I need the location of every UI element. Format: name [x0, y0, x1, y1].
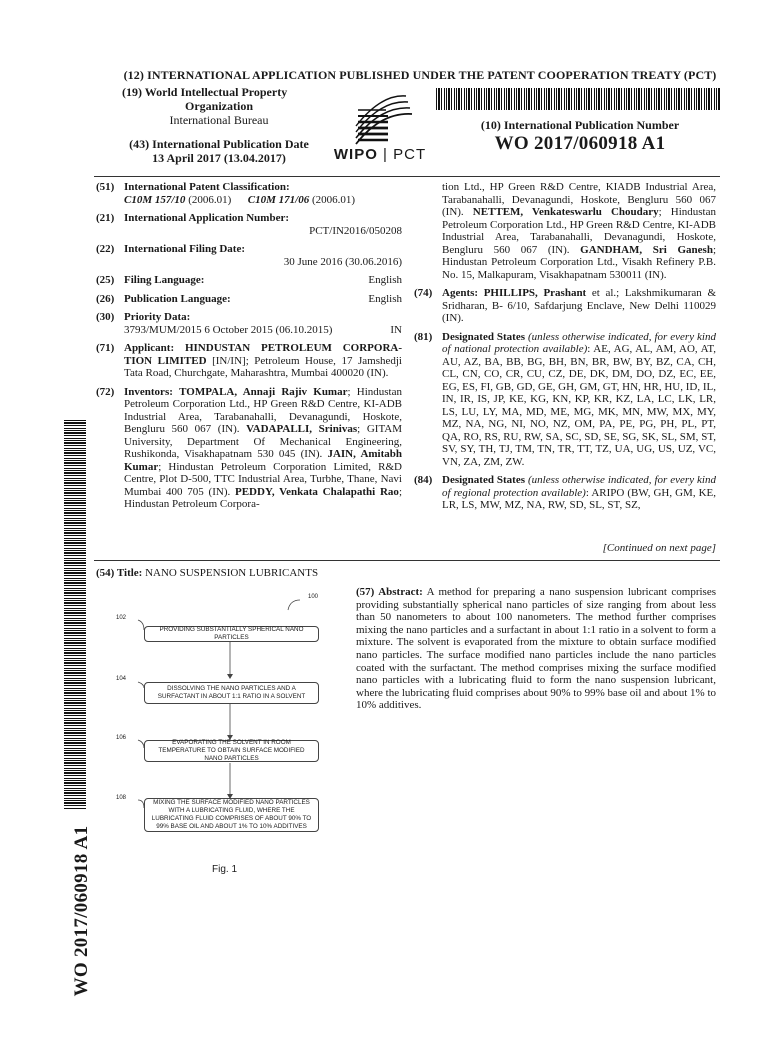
vertical-publication-number: WO 2017/060918 A1 — [71, 825, 92, 997]
field-26: (26) Publication Language: English — [96, 292, 402, 305]
ref-108: 108 — [116, 795, 127, 801]
flow-step-1: PROVIDING SUBSTANTIALLY SPHERICAL NANO PARTICLES — [144, 626, 319, 642]
inventors-continued: tion Ltd., HP Green R&D Centre, KIADB Industrial Area, Tarabanahalli, Devanagundi, Hoskote, Bengluru 560 067 (IN). NETTEM, Venkateswarlu Choudary; Hindustan Petroleum Corporation Ltd., HP Green R&D Centre, KI-ADB Industrial Area, Tarabanahalli, Devanagundi, Hoskote, Bengluru 560 067 (IN). GANDHAM, Sri Ganesh; Hindustan Petroleum Corporation Ltd., Visakh Refinery P.B. No. 15, Malkapuram, Visakhapatnam 530011 (IN). — [442, 181, 717, 281]
field-25: (25) Filing Language: English — [96, 274, 402, 286]
org-line3: International Bureau — [169, 113, 269, 127]
flow-step-4: MIXING THE SURFACE MODIFIED NANO PARTICLES WITH A LUBRICATING FLUID, WHERE THE LUBRICATING FLUID COMPRISES OF ABOUT 90% TO 99% BASE OIL AND ABOUT 1% TO 10% ADDITIVES — [144, 798, 319, 832]
pubdate-value: 13 April 2017 (13.04.2017) — [152, 151, 286, 165]
invention-title: (54) Title: NANO SUSPENSION LUBRICANTS — [96, 567, 319, 579]
flow-step-2: DISSOLVING THE NANO PARTICLES AND A SURFACTANT IN ABOUT 1:1 RATIO IN A SOLVENT — [144, 682, 319, 704]
header-divider — [94, 176, 720, 177]
vertical-barcode-icon — [64, 420, 86, 810]
wipo-organization — [104, 85, 334, 127]
pubdate-label: (43) International Publication Date — [129, 137, 309, 151]
section-divider — [94, 560, 720, 561]
ref-104: 104 — [116, 676, 127, 682]
ref-100: 100 — [308, 594, 319, 600]
field-22: (22) International Filing Date: 30 June 2016 (30.06.2016) — [96, 243, 402, 268]
field-81: (81) Designated States (unless otherwise indicated, for every kind of national protection available): AE, AG, AL, AM, AO, AT, AU, AZ, BA, BB, BG, BH, BN, BR, BW, BY, BZ, CA, CH, CL, CN, CO, CR, CU, CZ, DE, DK, DM, DO, DZ, EC, EE, EG, ES, FI, GB, GD, GE, GH, GM, GT, HN, HR, HU, ID, IL, IN, IR, IS, JP, KE, KG, KN, KP, KR, KZ, LA, LC, LK, LR, LS, LU, LY, MA, MD, ME, MG, MK, MN, MW, MX, MY, MZ, NA, NG, NI, NO, NZ, OM, PA, PE, PG, PH, PL, PT, QA, RO, RS, RU, RW, SA, SC, SD, SE, SG, SK, SL, SM, ST, SV, SY, TH, TJ, TM, TN, TR, TT, TZ, UA, UG, US, UZ, VC, VN, ZA, ZM, ZW. — [414, 330, 716, 468]
publication-date — [104, 137, 334, 165]
ref-106: 106 — [116, 735, 127, 741]
abstract-label: (57) Abstract: — [356, 586, 423, 598]
treaty-heading: (12) INTERNATIONAL APPLICATION PUBLISHED UNDER THE PATENT COOPERATION TREATY (PCT) — [123, 68, 717, 82]
abstract-text: A method for preparing a nano suspension lubricant comprises providing substantially spherical nano particles of size ranging from about less than 50 nanometers to about 100 nanometers. The method further comprises mixing the nano particles and a surfactant in about 1:1 ratio in a solvent to form a mixture. The solvent is evaporated from the mixture to obtain surface modified nano particles. The surface modified nano particles include the nano particles coated with the surfactant. The method comprises mixing the surface modified nano particles with a lubricating fluid to form the nano suspension lubricant, where the lubricating fluid comprises about 90% to 99% base oil and about 1% to 10% additives. — [356, 586, 716, 712]
figure-caption: Fig. 1 — [212, 864, 238, 875]
barcode-icon — [436, 88, 720, 110]
field-21: (21) International Application Number: PCT/IN2016/050208 — [96, 212, 402, 237]
flowchart-figure — [110, 590, 340, 890]
flow-step-3: EVAPORATING THE SOLVENT IN ROOM TEMPERATURE TO OBTAIN SURFACE MODIFIED NANO PARTICLES — [144, 740, 319, 762]
field-72: (72) Inventors: TOMPALA, Annaji Rajiv Kumar; Hindustan Petroleum Corporation Ltd., HP Green R&D Centre, KI-ADB Industrial Area, Tarabanahalli, Devanagundi, Hoskote, Bengluru 560 067 (IN). VADAPALLI, Srinivas; GITAM University, Department Of Mechanical Engineering, Rushikonda, Visakhapatnam 530 045 (IN). JAIN, Amitabh Kumar; Hindustan Petroleum Corporation Limited, R&D Centre, Plot D-500, TTC Industrial Area, Turbhe, Thane, Navi Mumbai 400 705 (IN). PEDDY, Venkata Chalapathi Rao; Hindustan Petroleum Corpora- — [96, 385, 403, 510]
right-bibliographic-column — [414, 181, 716, 518]
publication-number: WO 2017/060918 A1 — [494, 133, 666, 154]
org-line2: Organization — [185, 99, 253, 113]
abstract — [356, 586, 716, 712]
pubnum-label: (10) International Publication Number — [480, 118, 680, 132]
ref-102: 102 — [116, 615, 127, 621]
left-bibliographic-column — [96, 181, 402, 517]
field-30: (30) Priority Data: 3793/MUM/2015 6 October 2015 (06.10.2015) IN — [96, 311, 402, 336]
org-line1: (19) World Intellectual Property — [122, 85, 288, 99]
wipo-pct-wordmark: WIPO | PCT — [333, 146, 427, 163]
field-71: (71) Applicant: HINDUSTAN PETROLEUM CORPORA-TION LIMITED [IN/IN]; Petroleum House, 17 Jamshedji Tata Road, Churchgate, Maharashtra, Mumbai 400020 (IN). — [96, 342, 403, 379]
field-84: (84) Designated States (unless otherwise indicated, for every kind of regional protection available): ARIPO (BW, GH, GM, KE, LR, LS, MW, MZ, NA, RW, SD, SL, ST, SZ, — [414, 474, 717, 511]
field-74: (74) Agents: PHILLIPS, Prashant et al.; Lakshmikumaran & Sridharan, B- 6/10, Safdarjung Enclave, New Delhi 110029 (IN). — [414, 287, 717, 324]
continued-note: [Continued on next page] — [602, 542, 716, 554]
field-51: (51) International Patent Classification: C10M 157/10 (2006.01) C10M 171/06 (2006.01) — [96, 181, 356, 206]
